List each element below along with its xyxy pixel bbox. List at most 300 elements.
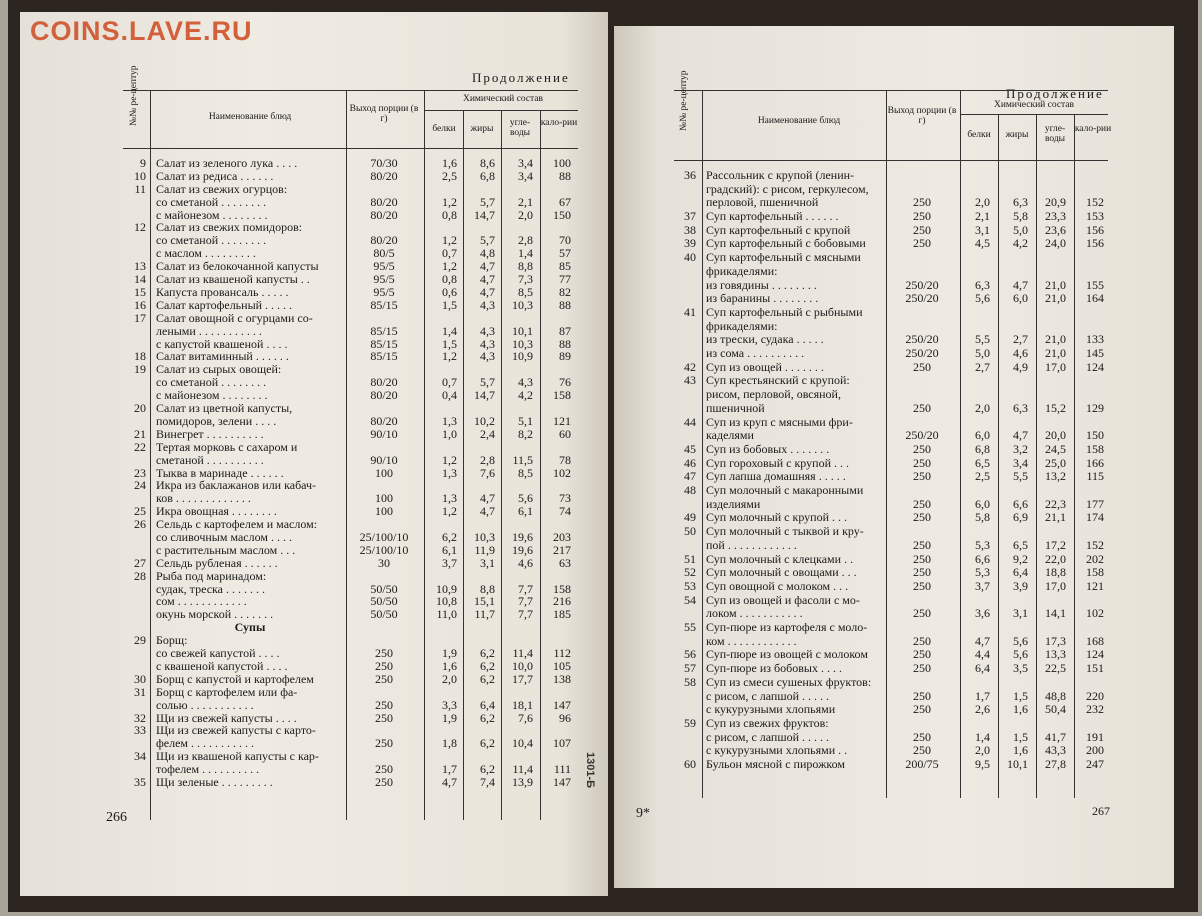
carbs-value: 20,9: [1045, 195, 1066, 210]
table-row: [20, 452, 608, 467]
fat-value: 6,0: [1013, 291, 1028, 306]
fat-value: 6,2: [480, 646, 495, 661]
portion-weight: 250: [913, 209, 931, 224]
dish-name: Суп крестьянский с крупой:: [706, 373, 850, 388]
calories-value: 111: [553, 762, 571, 777]
table-row: [614, 197, 1174, 208]
recipe-number: 53: [684, 578, 696, 593]
portion-weight: 100: [375, 465, 393, 480]
table-row: [614, 359, 1174, 374]
dish-name: с капустой квашеной . . . .: [156, 336, 288, 351]
calories-value: 78: [559, 452, 571, 467]
dish-name: Сельдь с картофелем и маслом:: [156, 517, 318, 532]
carbs-value: 7,6: [518, 710, 533, 725]
protein-value: 1,2: [442, 504, 457, 519]
table-row: [614, 348, 1174, 359]
fat-value: 9,2: [1013, 551, 1028, 566]
table-row: [20, 194, 608, 209]
portion-weight: 250: [913, 469, 931, 484]
dish-name: локом . . . . . . . . . . .: [706, 606, 803, 621]
recipe-number: 10: [134, 168, 146, 183]
protein-value: 1,2: [442, 452, 457, 467]
portion-weight: 95/5: [373, 272, 395, 287]
protein-value: 1,4: [975, 729, 990, 744]
protein-value: 6,2: [442, 529, 457, 544]
recipe-number: 59: [684, 715, 696, 730]
calories-value: 96: [559, 710, 571, 725]
protein-value: 1,9: [442, 646, 457, 661]
protein-value: 6,0: [975, 428, 990, 443]
table-row: [614, 441, 1174, 456]
calories-value: 202: [1086, 551, 1104, 566]
dish-name: с кукурузными хлопьями: [706, 702, 836, 717]
dish-name: Суп картофельный с рыбными: [706, 304, 863, 319]
calories-value: 67: [559, 194, 571, 209]
calories-value: 70: [559, 233, 571, 248]
table-row: [20, 261, 608, 272]
recipe-number: 54: [684, 592, 696, 607]
fat-value: 4,8: [480, 246, 495, 261]
recipe-number: 56: [684, 647, 696, 662]
dish-name: Борщ:: [156, 633, 188, 648]
portion-weight: 250: [913, 729, 931, 744]
protein-value: 0,7: [442, 375, 457, 390]
protein-value: 2,0: [442, 671, 457, 686]
header-protein: белки: [432, 124, 456, 134]
carbs-value: 19,6: [512, 529, 533, 544]
fat-value: 6,2: [480, 658, 495, 673]
dish-name: пой . . . . . . . . . . . .: [706, 537, 797, 552]
portion-weight: 80/20: [370, 375, 398, 390]
calories-value: 147: [553, 775, 571, 789]
calories-value: 73: [559, 491, 571, 506]
table-row: [20, 207, 608, 222]
table-row: [20, 542, 608, 557]
dish-name: Суп картофельный с крупой: [706, 222, 851, 237]
header-protein-right: белки: [967, 130, 991, 140]
fat-value: 6,4: [1013, 565, 1028, 580]
recipe-number: 32: [134, 710, 146, 725]
protein-value: 6,5: [975, 455, 990, 470]
fat-value: 4,3: [480, 349, 495, 364]
dish-name: с кукурузными хлопьями . .: [706, 743, 848, 758]
calories-value: 177: [1086, 496, 1104, 511]
table-row: [20, 390, 608, 401]
dish-name: солью . . . . . . . . . . .: [156, 697, 254, 712]
recipe-number: 55: [684, 620, 696, 635]
calories-value: 158: [553, 388, 571, 403]
protein-value: 2,6: [975, 702, 990, 717]
carbs-value: 10,4: [512, 736, 533, 751]
header-recipe-no-right: №№ ре-цептур: [679, 70, 689, 131]
dish-name: Суп из овощей и фасоли с мо-: [706, 592, 860, 607]
recipe-number: 58: [684, 674, 696, 689]
recipe-number: 26: [134, 517, 146, 532]
portion-weight: 80/20: [370, 388, 398, 403]
table-row: [614, 485, 1174, 496]
dish-name: Суп-пюре из бобовых . . . .: [706, 661, 842, 676]
calories-value: 105: [553, 658, 571, 673]
portion-weight: 25/100/10: [359, 542, 409, 557]
carbs-value: 3,4: [518, 168, 533, 183]
protein-value: 1,5: [442, 336, 457, 351]
calories-value: 191: [1086, 729, 1104, 744]
recipe-number: 20: [134, 401, 146, 416]
protein-value: 6,3: [975, 277, 990, 292]
dish-name: из баранины . . . . . . . .: [706, 291, 819, 306]
carbs-value: 24,5: [1045, 441, 1066, 456]
dish-name: Супы: [234, 620, 266, 635]
protein-value: 1,2: [442, 349, 457, 364]
portion-weight: 90/10: [370, 426, 398, 441]
recipe-number: 19: [134, 362, 146, 377]
table-row: [20, 284, 608, 299]
dish-name: Суп картофельный . . . . . .: [706, 209, 839, 224]
fat-value: 2,7: [1013, 332, 1028, 347]
protein-value: 2,1: [975, 209, 990, 224]
right-page: [614, 26, 1174, 888]
carbs-value: 7,7: [518, 581, 533, 596]
header-composition-right: Химический состав: [993, 100, 1075, 110]
fat-value: 6,2: [480, 710, 495, 725]
recipe-number: 14: [134, 272, 146, 287]
carbs-value: 4,2: [518, 388, 533, 403]
carbs-value: 15,2: [1045, 400, 1066, 415]
carbs-value: 21,0: [1045, 277, 1066, 292]
portion-weight: 250: [375, 671, 393, 686]
portion-weight: 250: [913, 496, 931, 511]
fat-value: 3,1: [480, 555, 495, 570]
calories-value: 88: [559, 297, 571, 312]
calories-value: 150: [1086, 428, 1104, 443]
fat-value: 1,5: [1013, 688, 1028, 703]
table-row: [614, 263, 1174, 278]
protein-value: 2,0: [975, 195, 990, 210]
fat-value: 6,2: [480, 762, 495, 777]
calories-value: 76: [559, 375, 571, 390]
carbs-value: 25,0: [1045, 455, 1066, 470]
portion-weight: 250: [913, 633, 931, 648]
portion-weight: 80/20: [370, 413, 398, 428]
recipe-number: 50: [684, 524, 696, 539]
portion-weight: 100: [375, 491, 393, 506]
fat-value: 4,7: [1013, 277, 1028, 292]
fat-value: 4,7: [1013, 428, 1028, 443]
dish-name: Суп из свежих фруктов:: [706, 715, 829, 730]
header-dish-name: Наименование блюд: [208, 112, 292, 122]
dish-name: Суп гороховый с крупой . . .: [706, 455, 849, 470]
portion-weight: 100: [375, 504, 393, 519]
table-row: [614, 400, 1174, 415]
calories-value: 85: [559, 259, 571, 274]
dish-name: Салат картофельный . . . . .: [156, 297, 293, 312]
carbs-value: 4,3: [518, 375, 533, 390]
table-row: [614, 455, 1174, 470]
table-row: [20, 581, 608, 596]
protein-value: 4,7: [442, 775, 457, 789]
recipe-number: 34: [134, 749, 146, 764]
table-row: [614, 277, 1174, 292]
table-row: [614, 293, 1174, 304]
carbs-value: 50,4: [1045, 702, 1066, 717]
calories-value: 155: [1086, 277, 1104, 292]
carbs-value: 13,3: [1045, 647, 1066, 662]
portion-weight: 250: [913, 195, 931, 210]
carbs-value: 3,4: [518, 156, 533, 170]
protein-value: 0,7: [442, 246, 457, 261]
fat-value: 14,7: [474, 388, 495, 403]
header-carbs: угле-воды: [509, 118, 531, 138]
portion-weight: 80/20: [370, 194, 398, 209]
portion-weight: 25/100/10: [359, 529, 409, 544]
portion-weight: 250: [913, 688, 931, 703]
calories-value: 112: [553, 646, 571, 661]
carbs-value: 21,1: [1045, 510, 1066, 525]
calories-value: 156: [1086, 236, 1104, 251]
protein-value: 2,0: [975, 743, 990, 758]
calories-value: 124: [1086, 647, 1104, 662]
dish-name: Салат из квашеной капусты . .: [156, 272, 310, 287]
calories-value: 158: [1086, 441, 1104, 456]
portion-weight: 250: [913, 661, 931, 676]
table-row: [20, 310, 608, 325]
carbs-value: 8,5: [518, 465, 533, 480]
table-row: [614, 471, 1174, 482]
signature-mark: 9*: [636, 806, 650, 821]
dish-name: пшеничной: [706, 400, 765, 415]
table-row: [20, 426, 608, 441]
fat-value: 3,4: [1013, 455, 1028, 470]
portion-weight: 250: [913, 441, 931, 456]
dish-name: ком . . . . . . . . . . . .: [706, 633, 797, 648]
fat-value: 10,2: [474, 413, 495, 428]
fat-value: 6,4: [480, 697, 495, 712]
carbs-value: 48,8: [1045, 688, 1066, 703]
portion-weight: 80/20: [370, 207, 398, 222]
portion-weight: 250: [375, 697, 393, 712]
dish-name: помидоров, зелени . . . .: [156, 413, 277, 428]
table-row: [614, 592, 1174, 607]
spine-stamp: 1301-Б: [584, 752, 596, 789]
fat-value: 4,7: [480, 284, 495, 299]
portion-weight: 90/10: [370, 452, 398, 467]
dish-name: с рисом, с лапшой . . . . .: [706, 688, 830, 703]
recipe-number: 28: [134, 568, 146, 583]
table-row: [20, 555, 608, 570]
table-row: [614, 304, 1174, 319]
table-row: [20, 181, 608, 196]
calories-value: 158: [1086, 565, 1104, 580]
protein-value: 0,4: [442, 388, 457, 403]
recipe-number: 51: [684, 551, 696, 566]
dish-name: Щи из квашеной капусты с кар-: [156, 749, 319, 764]
carbs-value: 10,3: [512, 336, 533, 351]
protein-value: 1,3: [442, 465, 457, 480]
carbs-value: 41,7: [1045, 729, 1066, 744]
dish-name: Суп-пюре из картофеля с моло-: [706, 620, 868, 635]
table-row: [614, 496, 1174, 511]
dish-name: Салат из редиса . . . . . .: [156, 168, 274, 183]
dish-name: из трески, судака . . . . .: [706, 332, 824, 347]
recipe-number: 31: [134, 684, 146, 699]
calories-value: 147: [553, 697, 571, 712]
table-row: [20, 764, 608, 775]
protein-value: 1,7: [975, 688, 990, 703]
dish-name: Салат из свежих помидоров:: [156, 220, 303, 235]
protein-value: 5,6: [975, 291, 990, 306]
table-row: [614, 674, 1174, 689]
table-row: [20, 519, 608, 530]
portion-weight: 250: [913, 565, 931, 580]
carbs-value: 22,3: [1045, 496, 1066, 511]
calories-value: 100: [553, 156, 571, 170]
table-row: [20, 377, 608, 388]
carbs-value: 17,0: [1045, 578, 1066, 593]
table-row: [614, 170, 1174, 181]
recipe-number: 38: [684, 222, 696, 237]
table-row: [20, 235, 608, 246]
dish-name: ков . . . . . . . . . . . . .: [156, 491, 251, 506]
table-row: [20, 403, 608, 414]
table-row: [614, 334, 1174, 345]
protein-value: 3,6: [975, 606, 990, 621]
fat-value: 15,1: [474, 594, 495, 609]
protein-value: 1,6: [442, 658, 457, 673]
fat-value: 6,2: [480, 736, 495, 751]
carbs-value: 17,7: [512, 671, 533, 686]
dish-name: Тыква в маринаде . . . . . .: [156, 465, 284, 480]
dish-name: судак, треска . . . . . . .: [156, 581, 265, 596]
table-row: [20, 622, 608, 633]
recipe-number: 37: [684, 209, 696, 224]
recipe-number: 22: [134, 439, 146, 454]
dish-name: Щи зеленые . . . . . . . . .: [156, 775, 273, 789]
calories-value: 82: [559, 284, 571, 299]
table-row: [614, 526, 1174, 537]
protein-value: 1,7: [442, 762, 457, 777]
table-row: [614, 649, 1174, 660]
header-portion-right: Выход порции (в г): [887, 106, 957, 126]
table-row: [20, 158, 608, 169]
recipe-number: 12: [134, 220, 146, 235]
dish-name: рисом, перловой, овсяной,: [706, 387, 841, 402]
carbs-value: 17,2: [1045, 537, 1066, 552]
calories-value: 121: [553, 413, 571, 428]
portion-weight: 250: [375, 762, 393, 777]
fat-value: 3,9: [1013, 578, 1028, 593]
table-row: [614, 633, 1174, 648]
fat-value: 6,3: [1013, 195, 1028, 210]
protein-value: 5,3: [975, 537, 990, 552]
recipe-number: 43: [684, 373, 696, 388]
carbs-value: 21,0: [1045, 291, 1066, 306]
carbs-value: 21,0: [1045, 332, 1066, 347]
portion-weight: 250: [913, 537, 931, 552]
dish-name: Капуста провансаль . . . . .: [156, 284, 289, 299]
carbs-value: 10,1: [512, 323, 533, 338]
dish-name: со свежей капустой . . . .: [156, 646, 280, 661]
table-row: [614, 430, 1174, 441]
table-row: [614, 715, 1174, 730]
recipe-number: 17: [134, 310, 146, 325]
carbs-value: 11,4: [512, 762, 533, 777]
table-row: [20, 493, 608, 504]
header-dish-name-right: Наименование блюд: [757, 116, 841, 126]
portion-weight: 250: [913, 222, 931, 237]
carbs-value: 23,6: [1045, 222, 1066, 237]
fat-value: 4,2: [1013, 236, 1028, 251]
dish-name: фрикаделями:: [706, 263, 778, 278]
protein-value: 1,3: [442, 491, 457, 506]
carbs-value: 17,0: [1045, 359, 1066, 374]
fat-value: 4,9: [1013, 359, 1028, 374]
fat-value: 3,5: [1013, 661, 1028, 676]
recipe-number: 49: [684, 510, 696, 525]
fat-value: 4,3: [480, 297, 495, 312]
fat-value: 1,6: [1013, 743, 1028, 758]
table-row: [614, 759, 1174, 770]
fat-value: 14,7: [474, 207, 495, 222]
portion-weight: 250: [913, 551, 931, 566]
calories-value: 87: [559, 323, 571, 338]
protein-value: 6,4: [975, 661, 990, 676]
carbs-value: 24,0: [1045, 236, 1066, 251]
fat-value: 1,6: [1013, 702, 1028, 717]
protein-value: 1,2: [442, 259, 457, 274]
recipe-number: 16: [134, 297, 146, 312]
table-row: [20, 635, 608, 646]
table-row: [20, 658, 608, 673]
dish-name: Салат из цветной капусты,: [156, 401, 293, 416]
table-row: [614, 537, 1174, 552]
fat-value: 6,9: [1013, 510, 1028, 525]
dish-name: с рисом, с лапшой . . . . .: [706, 729, 830, 744]
recipe-number: 46: [684, 455, 696, 470]
header-calories: кало-рии: [540, 118, 578, 128]
protein-value: 1,3: [442, 413, 457, 428]
table-row: [20, 609, 608, 620]
protein-value: 1,6: [442, 156, 457, 170]
fat-value: 6,3: [1013, 400, 1028, 415]
table-row: [20, 738, 608, 749]
recipe-number: 40: [684, 250, 696, 265]
header-calories-right: кало-рии: [1074, 124, 1112, 134]
fat-value: 10,3: [474, 529, 495, 544]
carbs-value: 2,8: [518, 233, 533, 248]
calories-value: 115: [1086, 469, 1104, 484]
calories-value: 203: [553, 529, 571, 544]
header-portion: Выход порции (в г): [349, 104, 419, 124]
recipe-number: 24: [134, 478, 146, 493]
dish-name: Щи из свежей капусты . . . .: [156, 710, 297, 725]
calories-value: 152: [1086, 195, 1104, 210]
portion-weight: 85/15: [370, 336, 398, 351]
dish-name: сом . . . . . . . . . . . .: [156, 594, 247, 609]
dish-name: градский): с рисом, геркулесом,: [706, 181, 869, 196]
carbs-value: 14,1: [1045, 606, 1066, 621]
table-row: [614, 551, 1174, 566]
portion-weight: 50/50: [370, 607, 398, 622]
carbs-value: 7,7: [518, 594, 533, 609]
portion-weight: 250: [913, 400, 931, 415]
table-row: [20, 710, 608, 725]
calories-value: 74: [559, 504, 571, 519]
fat-value: 11,7: [474, 607, 495, 622]
protein-value: 1,2: [442, 194, 457, 209]
header-composition: Химический состав: [462, 94, 544, 104]
carbs-value: 10,3: [512, 297, 533, 312]
table-row: [20, 222, 608, 233]
